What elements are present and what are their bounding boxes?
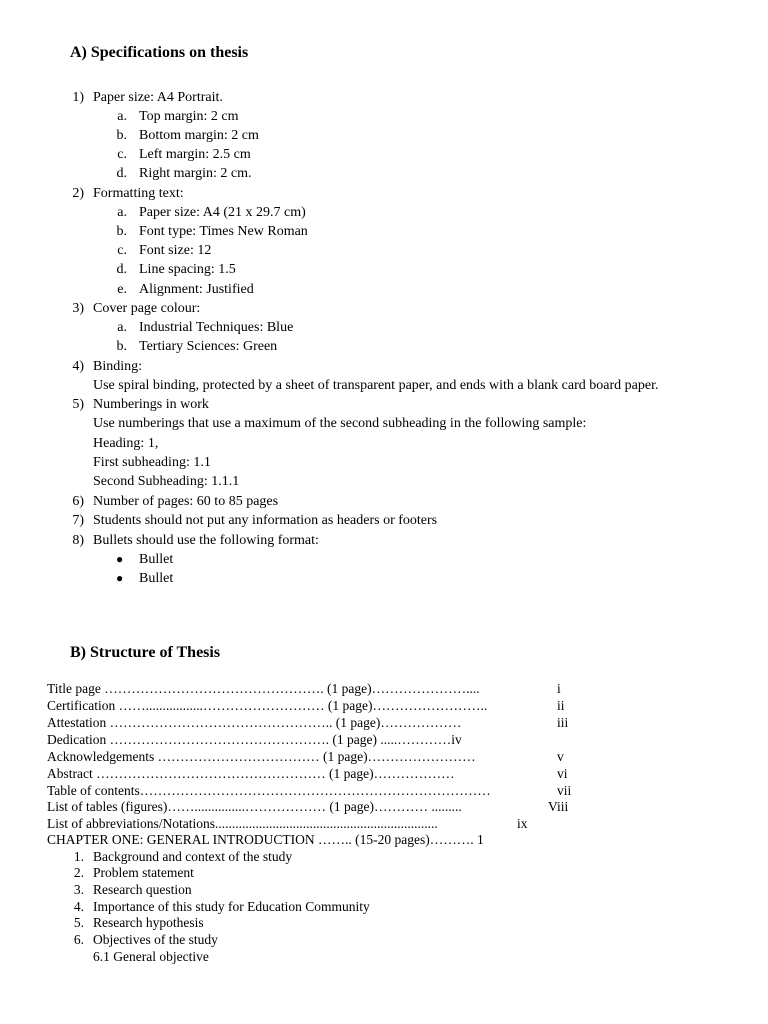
section-b-heading: B) Structure of Thesis	[70, 644, 221, 661]
bullet-dot-icon: ●	[116, 571, 124, 585]
section-a-heading: A) Specifications on thesis	[70, 44, 249, 61]
bullet-dot-icon: ●	[116, 552, 124, 566]
document-page: A) Specifications on thesis 1) Paper size: A4 Portrait. a. Top margin: 2 cm b. Bottom margin: 2 cm c. Left margin: 2.5 cm d. Right margin: 2 cm. 2) Formatting text: a. Paper size: A4 (21 x 29.7 cm) b. Font type: Times New Roman c. Font size: 12 d. Line spacing: 1.5 e. Alignment: Justified 3) Cover page colour: a. Industrial Techniques: Blue b. Tertiary Sciences: Green 4) Binding: Use spiral binding, protected by a sheet of transparent paper, and ends with a blank card board paper. 5) Numberings in work Use numberings that use a maximum of the second subheading in the following sample: Heading: 1, First subheading: 1.1 Second Subheading: 1.1.1 6) Number of pages: 60 to 85 pages 7) Students should not put any information as headers or footers 8) Bullets should use the following format: ● Bullet ● Bullet B) Structure of Thesis Title page …………………………………………. (1 page)………………….... i Certification …….................……………………… (1 page)…………………….. ii Attestation ………………………………………….. (1 page)……………… iii Dedication …………………………………………. (1 page) .....…………iv Acknowledgements ……………………………… (1 page)…………………… v Abstract …………………………………………… (1 page)……………… vi Table of contents…………………………………………………………………… vii List of tables (figures)……...............……………… (1 page)………… ......... Viii List of abbreviations/Notations.................................................................. ix CHAPTER ONE: GENERAL INTRODUCTION …….. (15-20 pages)………. 1 1. Background and context of the study 2. Problem statement 3. Research question 4. Importance of this study for Education Community 5. Research hypothesis 6. Objectives of the study 6.1 General objective	[47, 44, 659, 964]
